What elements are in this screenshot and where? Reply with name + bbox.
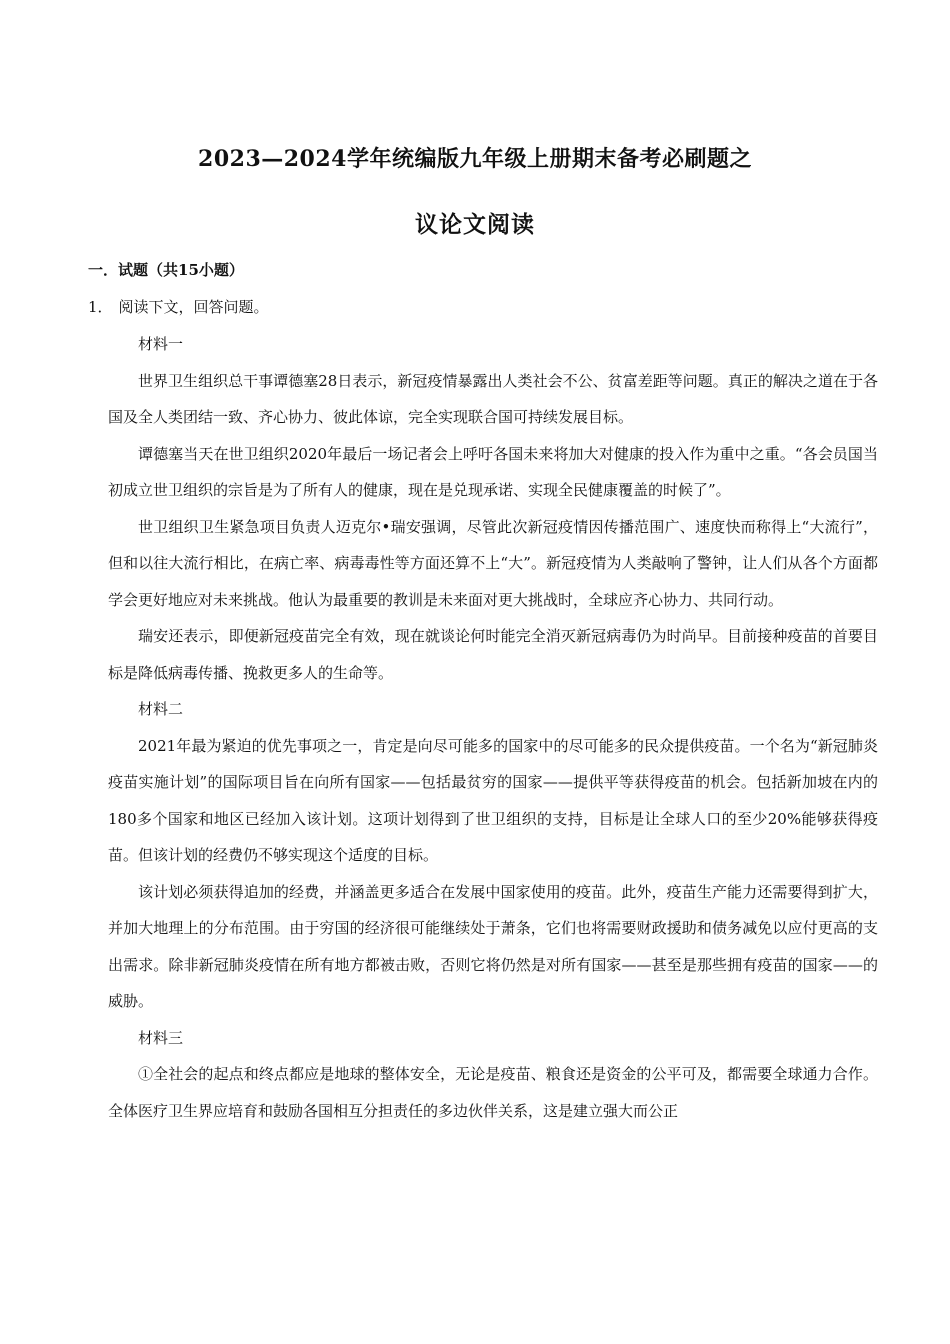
question-prompt-line <box>88 296 269 317</box>
material3-label: 材料三 <box>138 1028 184 1047</box>
section-heading: 一．试题（共15小题） <box>88 261 244 279</box>
passage-body <box>108 326 878 1129</box>
material1-paragraph-1: 世界卫生组织总干事谭德塞28日表示，新冠疫情暴露出人类社会不公、贫富差距等问题。真正的解决之道在于各国及全人类团结一致、齐心协力、彼此体谅，完全实现联合国可持续发展目标。 <box>108 371 878 426</box>
material1-label: 材料一 <box>138 335 184 353</box>
material2-paragraph-1: 2021年最为紧迫的优先事项之一，肯定是向尽可能多的国家中的尽可能多的民众提供疫苗。一个名为“新冠肺炎疫苗实施计划”的国际项目旨在向所有国家——包括最贫穷的国家——提供平等获得疫苗的机会。包括新加坡在内的180多个国家和地区已经加入该计划。这项计划得到了世卫组织的支持，目标是让全球人口的至少20%能够获得疫苗。但该计划的经费仍不够实现这个适度的目标。 <box>108 736 878 864</box>
material3-paragraph-1: ①全社会的起点和终点都应是地球的整体安全，无论是疫苗、粮食还是资金的公平可及，都需要全球通力合作。全体医疗卫生界应培育和鼓励各国相互分担责任的多边伙伴关系，这是建立强大而公正 <box>108 1065 878 1120</box>
document-title-line2: 议论文阅读 <box>415 211 535 238</box>
material1-paragraph-4: 瑞安还表示，即便新冠疫苗完全有效，现在就谈论何时能完全消灭新冠病毒仍为时尚早。目前接种疫苗的首要目标是降低病毒传播、挽救更多人的生命等。 <box>108 627 878 682</box>
material1-paragraph-2: 谭德塞当天在世卫组织2020年最后一场记者会上呼吁各国未来将加大对健康的投入作为重中之重。“各会员国当初成立世卫组织的宗旨是为了所有人的健康，现在是兑现承诺、实现全民健康覆盖的时候了”。 <box>108 444 878 499</box>
material1-paragraph-3: 世卫组织卫生紧急项目负责人迈克尔•瑞安强调，尽管此次新冠疫情因传播范围广、速度快而称得上“大流行”，但和以往大流行相比，在病亡率、病毒毒性等方面还算不上“大”。新冠疫情为人类敲响了警钟，让人们从各个方面都学会更好地应对未来挑战。他认为最重要的教训是未来面对更大挑战时，全球应齐心协力、共同行动。 <box>108 517 878 609</box>
material2-label: 材料二 <box>138 700 184 718</box>
question-number: 1． <box>88 298 113 316</box>
question-prompt: 阅读下文，回答问题。 <box>118 298 269 316</box>
material2-paragraph-2: 该计划必须获得追加的经费，并涵盖更多适合在发展中国家使用的疫苗。此外，疫苗生产能力还需要得到扩大，并加大地理上的分布范围。由于穷国的经济很可能继续处于萧条，它们也将需要财政援助和债务减免以应付更高的支出需求。除非新冠肺炎疫情在所有地方都被击败，否则它将仍然是对所有国家——甚至是那些拥有疫苗的国家——的威胁。 <box>108 882 878 1010</box>
document-title-line1: 2023—2024学年统编版九年级上册期末备考必刷题之 <box>198 146 752 172</box>
